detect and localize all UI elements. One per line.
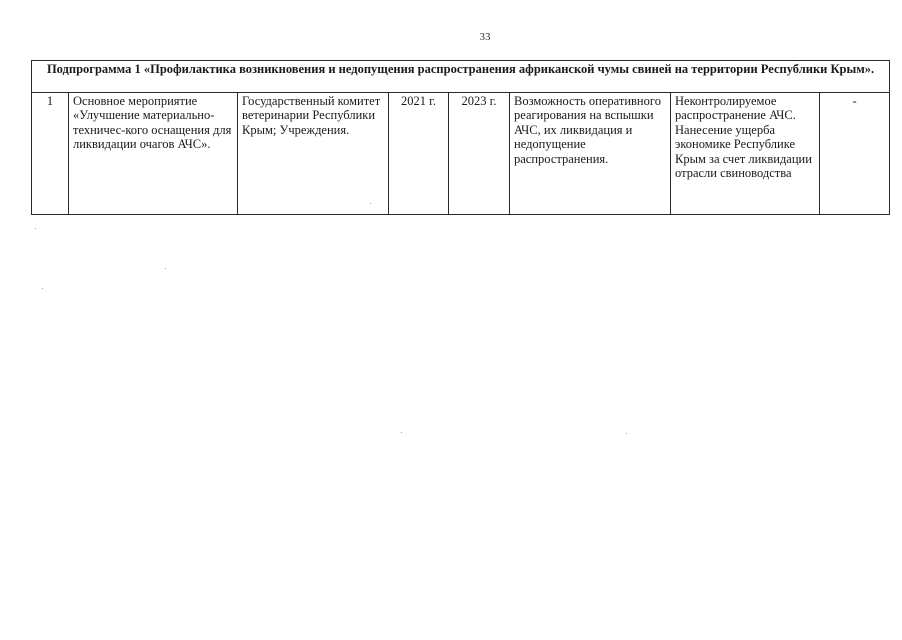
table-row (32, 93, 890, 215)
consequences-cell: Неконтролируемое распространение АЧС. Нанесение ущерба экономике Республике Крым за счет ликвидации отрасли свиноводства (671, 93, 820, 215)
expected-result-cell: Возможность оперативного реагирования на вспышки АЧС, их ликвидация и недопущение распространения. (510, 93, 671, 215)
subprogram-title: Подпрограмма 1 «Профилактика возникновения и недопущения распространения африканской чумы свиней на территории Республики Крым». (32, 61, 890, 93)
executor-cell: Государственный комитет ветеринарии Республики Крым; Учреждения. (238, 93, 389, 215)
scan-speck (35, 228, 36, 229)
subprogram-table (31, 60, 890, 215)
scan-speck (165, 268, 166, 269)
row-number: 1 (32, 93, 69, 215)
page-number: 33 (479, 31, 491, 43)
note-cell: - (820, 93, 890, 215)
scan-speck (626, 433, 627, 434)
end-year-cell: 2023 г. (449, 93, 510, 215)
scan-speck (370, 203, 371, 204)
scan-speck (401, 432, 402, 433)
activity-cell: Основное мероприятие «Улучшение материально-техничес-кого оснащения для ликвидации очагов АЧС». (69, 93, 238, 215)
subprogram-header-row (32, 61, 890, 93)
start-year-cell: 2021 г. (389, 93, 449, 215)
scan-speck (42, 288, 43, 289)
